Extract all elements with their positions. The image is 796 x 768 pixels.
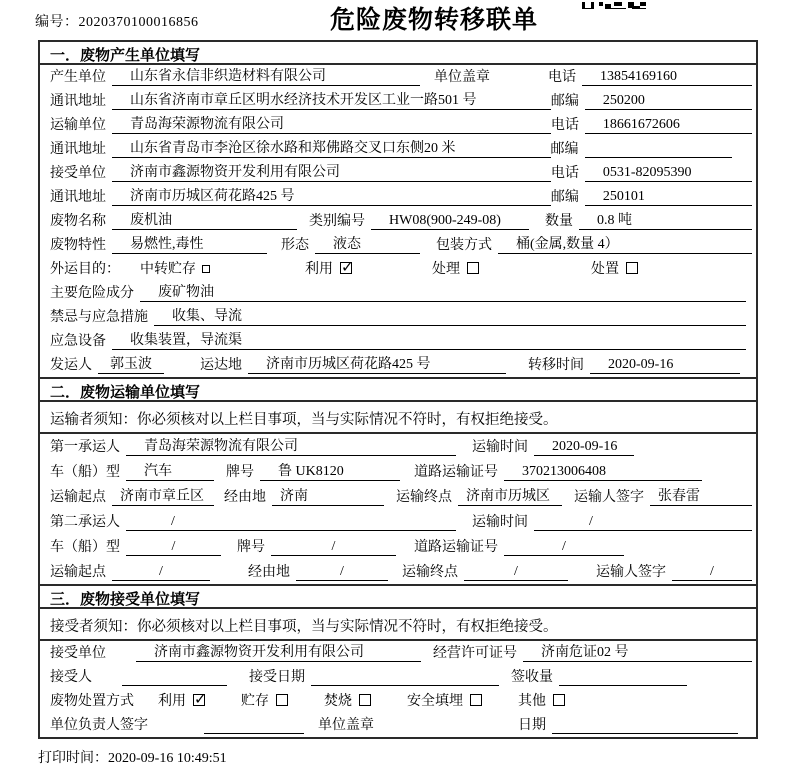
checkbox-disposal-storage [276,694,288,706]
purpose-option-dispose [591,258,638,278]
row-transporter [40,113,756,137]
transporter-phone-value: 18661672606 [585,116,752,134]
license2-label: 道路运输证号 [414,540,498,555]
receiver-value: 济南市鑫源物资开发利用有限公司 [112,164,551,182]
emergency-label: 禁忌与应急措施 [50,310,148,325]
row-waste-name [40,209,756,233]
permit-label: 经营许可证号 [433,646,517,661]
transfer-time-value: 2020-09-16 [590,356,740,374]
row-route2 [40,559,756,584]
receiver-addr-value: 济南市历城区荷花路425 号 [112,188,551,206]
transporter-phone-label: 电话 [550,118,579,133]
row-receiver-address [40,185,756,209]
time2-label: 运输时间 [472,515,528,530]
section-producer [38,40,758,379]
destination-label: 运达地 [200,358,242,373]
plate1-value: 鲁 UK8120 [260,463,400,481]
carrier2-label: 第二承运人 [50,515,120,530]
row-vehicle2 [40,534,756,559]
form-value: 液态 [315,236,420,254]
responsible-sign-value [204,733,304,734]
sign-qty-value [559,685,687,686]
row-transporter-address [40,137,756,161]
checkbox-treat [467,262,479,274]
producer-phone-label: 电话 [548,70,576,85]
receiver-zip-label: 邮编 [550,190,579,205]
equipment-value: 收集装置，导流渠 [112,332,746,350]
print-time-label: 打印时间： [38,751,108,766]
accept-unit-label: 接受单位 [50,646,106,661]
disposal-option-utilize [158,690,205,710]
vehicle1-label: 车（船）型 [50,465,120,480]
producer-addr-label: 通讯地址 [50,94,106,109]
plate2-value: / [271,538,396,556]
accept-unit-value: 济南市鑫源物资开发利用有限公司 [136,644,421,662]
serial-value: 2020370100016856 [78,15,199,30]
section1-header: 一．废物产生单位填写 [40,42,756,65]
transporter-zip-value [585,157,732,158]
acceptor-value [122,685,227,686]
row-waste-traits [40,233,756,257]
producer-value: 山东省永信非织造材料有限公司 [112,68,420,86]
checkbox-disposal-other [553,694,565,706]
disposal-option-incinerate [324,690,371,710]
permit-value: 济南危证02 号 [523,644,752,662]
checkbox-disposal-landfill [470,694,482,706]
checkbox-disposal-incinerate [359,694,371,706]
row-second-carrier [40,509,756,534]
date-value [552,733,738,734]
plate1-label: 牌号 [226,465,254,480]
receiver-zip-value: 250101 [585,188,752,206]
row-purpose [40,257,756,281]
row-receiver [40,161,756,185]
purpose-option-transfer-storage [140,258,210,278]
section-receiver [38,584,758,739]
equipment-label: 应急设备 [50,334,106,349]
sign2-value: / [672,563,752,581]
shipper-value: 郭玉波 [98,356,164,374]
form-label: 形态 [281,238,309,253]
shipper-label: 发运人 [50,358,92,373]
carrier1-value: 青岛海荣源物流有限公司 [126,438,456,456]
receiver-notice: 接受者须知：你必须核对以上栏目事项，当与实际情况不符时，有权拒绝接受。 [40,609,756,641]
transporter-addr-label: 通讯地址 [50,142,106,157]
transporter-zip-label: 邮编 [550,142,579,157]
end1-label: 运输终点 [396,490,452,505]
disposal-option-other [518,690,565,710]
time1-label: 运输时间 [472,440,528,455]
transfer-time-label: 转移时间 [528,358,584,373]
license1-label: 道路运输证号 [414,465,498,480]
vehicle2-label: 车（船）型 [50,540,120,555]
checkbox-utilize [340,262,352,274]
option-label: 利用 [158,694,186,709]
option-label: 其他 [518,694,546,709]
qr-code-fragment-icon [582,0,646,9]
unit-seal-label: 单位盖章 [434,70,490,85]
receiver-phone-value: 0531-82095390 [585,164,752,182]
receiver-label: 接受单位 [50,166,106,181]
section3-header: 三．废物接受单位填写 [40,586,756,609]
section-transporter [38,377,758,586]
category-value: HW08(900-249-08) [371,212,529,230]
row-route1 [40,484,756,509]
sign2-label: 运输人签字 [596,565,666,580]
producer-zip-label: 邮编 [550,94,579,109]
checkbox-transfer-storage [202,265,210,273]
option-label: 焚烧 [324,694,352,709]
destination-value: 济南市历城区荷花路425 号 [248,356,506,374]
via2-label: 经由地 [248,565,290,580]
emergency-value: 收集、导流 [154,308,746,326]
quantity-value: 0.8 吨 [579,212,752,230]
option-label: 安全填埋 [407,694,463,709]
hazard-value: 废矿物油 [140,284,746,302]
transporter-notice: 运输者须知：你必须核对以上栏目事项，当与实际情况不符时，有权拒绝接受。 [40,402,756,434]
end2-value: / [464,563,568,581]
row-shipper [40,353,756,377]
via1-label: 经由地 [224,490,266,505]
row-hazard [40,281,756,305]
category-label: 类别编号 [309,214,365,229]
row-first-carrier [40,434,756,459]
producer-phone-value: 13854169160 [582,68,752,86]
checkbox-dispose [626,262,638,274]
vehicle1-value: 汽车 [126,463,214,481]
carrier1-label: 第一承运人 [50,440,120,455]
traits-value: 易燃性,毒性 [112,236,267,254]
time1-value: 2020-09-16 [534,438,634,456]
acceptor-label: 接受人 [50,670,92,685]
print-time-line [38,747,796,767]
row-producer [40,65,756,89]
origin1-value: 济南市章丘区 [112,488,214,506]
producer-zip-value: 250200 [585,92,752,110]
sign1-label: 运输人签字 [574,490,644,505]
page-title: 危险废物转移联单 [330,7,539,34]
waste-name-value: 废机油 [112,212,297,230]
manifest-table [38,40,758,739]
row-accept-unit [40,641,756,665]
origin2-label: 运输起点 [50,565,106,580]
disposal-option-storage [241,690,288,710]
row-emergency-equipment [40,329,756,353]
option-label: 贮存 [241,694,269,709]
sign1-value: 张春雷 [650,488,752,506]
accept-date-label: 接受日期 [249,670,305,685]
sign-qty-label: 签收量 [511,670,553,685]
row-producer-address [40,89,756,113]
serial-label: 编号： [35,15,79,30]
purpose-option-utilize [305,258,352,278]
checkbox-disposal-utilize [193,694,205,706]
accept-date-value [311,685,499,686]
license2-value: / [504,538,624,556]
row-acceptor [40,665,756,689]
origin2-value: / [112,563,210,581]
section2-header: 二．废物运输单位填写 [40,379,756,402]
transporter-value: 青岛海荣源物流有限公司 [112,116,551,134]
date-label: 日期 [518,718,546,733]
time2-value: / [534,513,752,531]
end2-label: 运输终点 [402,565,458,580]
row-vehicle1 [40,459,756,484]
license1-value: 370213006408 [504,463,702,481]
purpose-label: 外运目的： [50,262,120,277]
via1-value: 济南 [272,488,384,506]
transporter-label: 运输单位 [50,118,106,133]
responsible-sign-label: 单位负责人签字 [50,718,148,733]
waste-name-label: 废物名称 [50,214,106,229]
vehicle2-value: / [126,538,221,556]
disposal-label: 废物处置方式 [50,694,134,709]
origin1-label: 运输起点 [50,490,106,505]
row-disposal-method [40,689,756,713]
quantity-label: 数量 [545,214,573,229]
packing-value: 桶(金属,数量 4） [498,236,752,254]
traits-label: 废物特性 [50,238,106,253]
option-label: 处置 [591,262,619,277]
row-responsible-signature [40,713,756,737]
hazard-label: 主要危险成分 [50,286,134,301]
disposal-option-landfill [407,690,482,710]
document-header [0,0,796,42]
producer-label: 产生单位 [50,70,106,85]
option-label: 利用 [305,262,333,277]
carrier2-value: / [126,513,456,531]
transporter-addr-value: 山东省青岛市李沧区徐水路和郑佛路交叉口东侧20 米 [112,140,551,158]
option-label: 处理 [432,262,460,277]
receiver-addr-label: 通讯地址 [50,190,106,205]
plate2-label: 牌号 [237,540,265,555]
purpose-option-treat [432,258,479,278]
producer-addr-value: 山东省济南市章丘区明水经济技术开发区工业一路501 号 [112,92,551,110]
option-label: 中转贮存 [140,262,196,277]
via2-value: / [296,563,388,581]
packing-label: 包装方式 [436,238,492,253]
serial-number-line [35,11,199,31]
print-time-value: 2020-09-16 10:49:51 [108,751,227,766]
receiver-phone-label: 电话 [550,166,579,181]
row-emergency-measures [40,305,756,329]
end1-value: 济南市历城区 [458,488,562,506]
unit-seal-label-2: 单位盖章 [318,718,374,733]
